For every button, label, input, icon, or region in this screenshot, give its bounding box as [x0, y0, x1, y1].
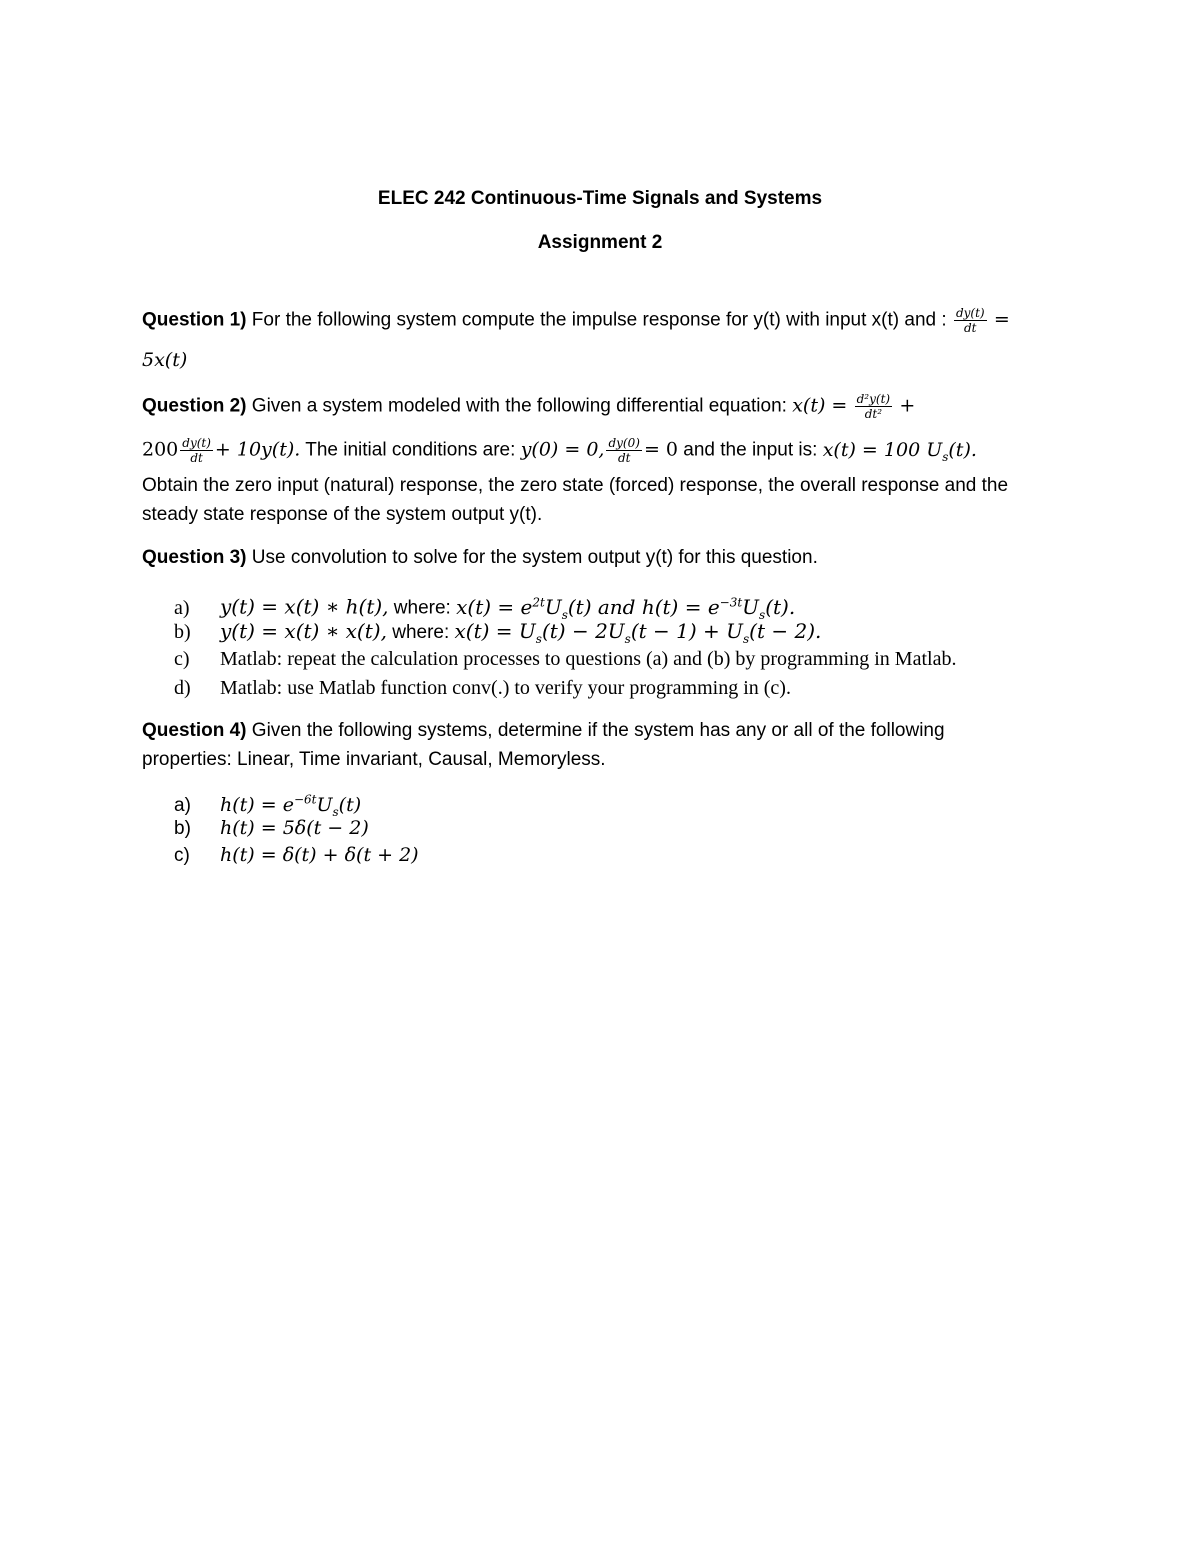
- q1-line1: [142, 306, 1010, 335]
- q2-frac2-den: dt: [190, 451, 203, 465]
- q1-frac-num: dy(t): [955, 306, 985, 320]
- q3-item-c: [142, 647, 956, 671]
- q1-label: Question 1): [142, 309, 247, 331]
- q4-line2: properties: Linear, Time invariant, Causal, Memoryless.: [142, 749, 606, 770]
- q4-item-a-letter: a): [174, 795, 191, 817]
- q3-item-c-letter: c): [174, 648, 190, 670]
- q3-item-d: [142, 676, 791, 700]
- q2-input: x(t) = 100 $U_s(t)$.: [822, 438, 977, 464]
- q3-item-b-letter: b): [174, 621, 191, 643]
- q4-item-a: a) $h(t) = e^{-6t}U_s(t)$: [142, 788, 361, 824]
- course-title: ELEC 242 Continuous-Time Signals and Systems: [377, 188, 823, 209]
- q2-fraction2: [180, 436, 213, 465]
- q3-item-a: a) y(t) = x(t) ∗ h(t), where: $x(t) = e^{2t}U_s(t)$ and $h(t) = e^{-3t}U_s(t)$.: [142, 590, 795, 627]
- q2-lhs: x(t) =: [792, 394, 848, 417]
- assignment-title: Assignment 2: [537, 232, 663, 253]
- q2-frac1-den: dt²: [864, 407, 883, 421]
- q3-item-d-text: Matlab: use Matlab function conv(.) to verify your programming in (c).: [220, 677, 791, 699]
- q2-ic2: = 0: [643, 438, 678, 461]
- q2-text1: Given a system modeled with the following differential equation:: [251, 395, 787, 417]
- q1-frac-den: dt: [964, 321, 977, 335]
- q2-term: + 10y(t).: [214, 438, 301, 461]
- q4-text1: Given the following systems, determine if the system has any or all of the following: [251, 720, 945, 741]
- q2-text2: The initial conditions are:: [305, 439, 516, 461]
- q4-item-c-letter: c): [174, 845, 190, 866]
- q4-line1: [142, 719, 945, 743]
- q2-label: Question 2): [142, 395, 247, 417]
- q2-frac1-num: d²y(t): [856, 392, 891, 406]
- q1-line2: [142, 348, 187, 373]
- q2-coef: 200: [142, 438, 179, 461]
- q1-equals: =: [993, 308, 1010, 331]
- q2-ic1: y(0) = 0,: [520, 438, 605, 461]
- q4-label: Question 4): [142, 720, 247, 741]
- q3-item-b: b) y(t) = x(t) ∗ x(t), where: $x(t) = U_s(t) - 2U_s(t - 1) + U_s(t - 2)$.: [142, 619, 821, 651]
- q3-line1: [142, 546, 818, 570]
- q1-fraction: [954, 306, 987, 335]
- q2-line3: Obtain the zero input (natural) response, the zero state (forced) response, the overall response and the: [142, 475, 1009, 496]
- q2-fraction1: [855, 392, 892, 421]
- q1-rhs: 5x(t): [142, 349, 188, 371]
- q2-line1: [142, 392, 915, 421]
- q2-frac2-num: dy(t): [182, 436, 211, 450]
- q2-frac3-den: dt: [617, 451, 631, 465]
- q2-fraction3: [606, 436, 641, 465]
- q4-item-b: b) h(t) = 5δ(t − 2): [142, 816, 369, 841]
- q3-item-c-text: Matlab: repeat the calculation processes to questions (a) and (b) by programming in Matlab.: [220, 648, 957, 670]
- q2-plus: +: [899, 394, 916, 417]
- q3-label: Question 3): [142, 547, 247, 568]
- q3-item-a-letter: a): [174, 596, 190, 619]
- q3-item-d-letter: d): [174, 677, 191, 699]
- q2-line2: [142, 436, 977, 468]
- q4-item-c: c) h(t) = δ(t) + δ(t + 2): [142, 843, 419, 868]
- q4-item-b-letter: b): [174, 818, 191, 839]
- q2-line4: steady state response of the system output y(t).: [142, 504, 543, 525]
- q1-text: For the following system compute the impulse response for y(t) with input x(t) and :: [251, 309, 947, 331]
- q3-text: Use convolution to solve for the system output y(t) for this question.: [251, 547, 818, 568]
- q2-text3: and the input is:: [683, 439, 818, 461]
- q2-frac3-num: dy(0): [608, 436, 640, 450]
